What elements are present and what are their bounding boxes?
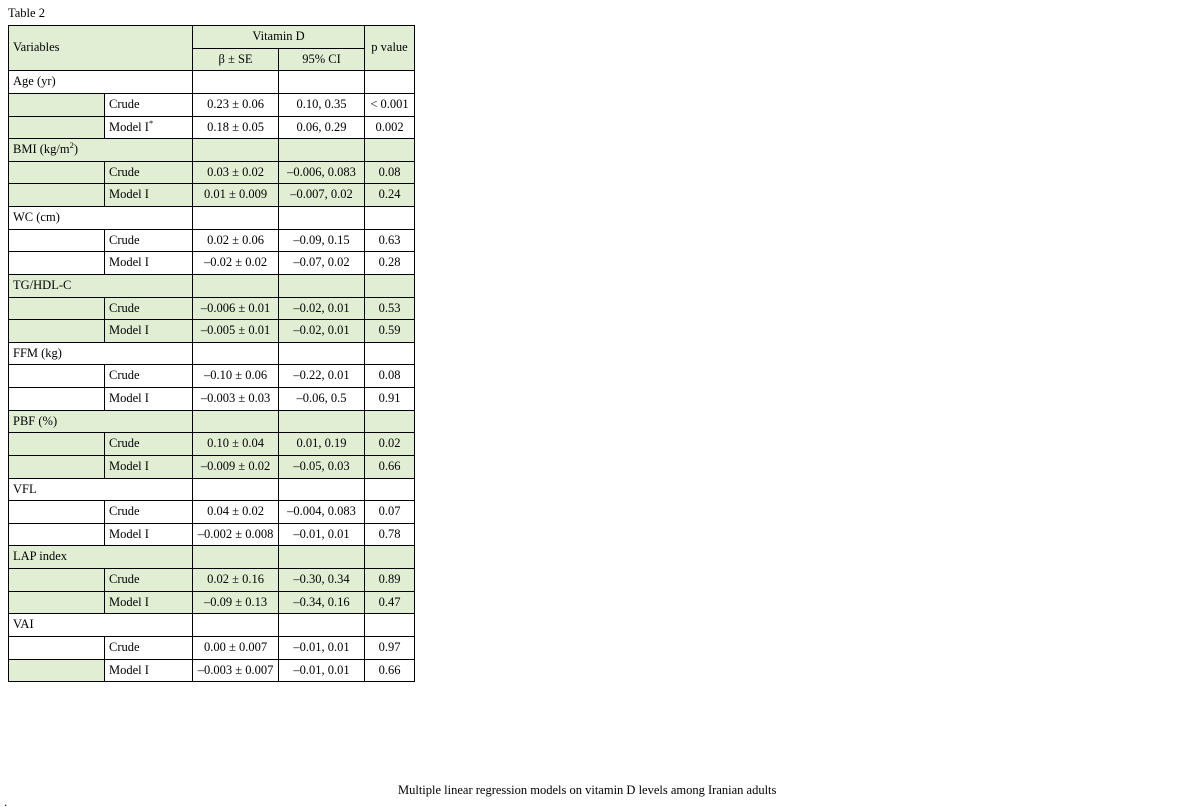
table-row [9,501,415,524]
spacer-cell [9,365,105,388]
empty-cell [193,207,279,230]
empty-cell [193,478,279,501]
model-label: Crude [105,229,193,252]
empty-cell [365,478,415,501]
table-row [9,636,415,659]
table-row [9,297,415,320]
beta-value: –0.10 ± 0.06 [193,365,279,388]
spacer-cell [9,501,105,524]
spacer-cell [9,455,105,478]
p-value: 0.02 [365,433,415,456]
model-label: Crude [105,569,193,592]
p-value: 0.07 [365,501,415,524]
ci-value: –0.01, 0.01 [279,523,365,546]
beta-value: –0.003 ± 0.007 [193,659,279,682]
group-label-age: Age (yr) [9,71,193,94]
group-label-wc: WC (cm) [9,207,193,230]
ci-value: –0.34, 0.16 [279,591,365,614]
spacer-cell [9,388,105,411]
ci-value: –0.006, 0.083 [279,161,365,184]
header-variables: Variables [9,26,193,71]
spacer-cell [9,591,105,614]
empty-cell [279,207,365,230]
model-label: Crude [105,365,193,388]
table-row [9,207,415,230]
table-row [9,184,415,207]
p-value: 0.002 [365,116,415,139]
bmi-superscript: 2 [69,139,74,150]
model-label: Model I [105,523,193,546]
empty-cell [279,71,365,94]
model-label: Model I [105,252,193,275]
group-label-lap: LAP index [9,546,193,569]
model-label: Crude [105,501,193,524]
spacer-cell [9,433,105,456]
p-value: 0.63 [365,229,415,252]
table-row [9,365,415,388]
model-label-text: Model I [109,119,149,134]
model-label: Crude [105,297,193,320]
empty-cell [193,71,279,94]
model-label: Crude [105,93,193,116]
table-body [9,71,415,682]
table-row [9,478,415,501]
model-label: Model I [105,659,193,682]
beta-value: 0.02 ± 0.06 [193,229,279,252]
table-row [9,388,415,411]
spacer-cell [9,569,105,592]
table-row [9,546,415,569]
group-label-ffm: FFM (kg) [9,342,193,365]
model-label [105,116,193,139]
p-value: 0.47 [365,591,415,614]
empty-cell [365,207,415,230]
footer-mark: . [4,795,8,809]
empty-cell [279,139,365,162]
ci-value: –0.05, 0.03 [279,455,365,478]
empty-cell [365,71,415,94]
table-row [9,93,415,116]
table-row [9,591,415,614]
ci-value: –0.02, 0.01 [279,320,365,343]
p-value: 0.24 [365,184,415,207]
table-row [9,433,415,456]
beta-value: 0.23 ± 0.06 [193,93,279,116]
empty-cell [279,478,365,501]
group-label-vai: VAI [9,614,193,637]
model-label: Crude [105,161,193,184]
ci-value: –0.007, 0.02 [279,184,365,207]
empty-cell [193,614,279,637]
table-row [9,523,415,546]
spacer-cell [9,659,105,682]
group-label-tg-hdl: TG/HDL-C [9,274,193,297]
empty-cell [193,139,279,162]
spacer-cell [9,636,105,659]
table-row [9,252,415,275]
empty-cell [193,342,279,365]
ci-value: 0.01, 0.19 [279,433,365,456]
regression-table [8,25,415,682]
group-label-bmi-text: BMI (kg/m [13,142,70,157]
empty-cell [279,546,365,569]
p-value: 0.08 [365,161,415,184]
table-row [9,161,415,184]
spacer-cell [9,320,105,343]
ci-value: 0.10, 0.35 [279,93,365,116]
ci-value: –0.07, 0.02 [279,252,365,275]
empty-cell [193,274,279,297]
spacer-cell [9,161,105,184]
table-row [9,71,415,94]
empty-cell [365,614,415,637]
empty-cell [365,274,415,297]
header-p-value: p value [365,26,415,71]
model-footnote-marker: * [148,117,154,128]
model-label: Crude [105,636,193,659]
empty-cell [365,546,415,569]
model-label: Model I [105,455,193,478]
header-row-1 [9,26,415,49]
spacer-cell [9,184,105,207]
beta-value: –0.009 ± 0.02 [193,455,279,478]
header-beta-se: β ± SE [193,48,279,71]
beta-value: –0.002 ± 0.008 [193,523,279,546]
group-label-vfl: VFL [9,478,193,501]
model-label: Model I [105,320,193,343]
empty-cell [279,274,365,297]
empty-cell [193,410,279,433]
empty-cell [279,342,365,365]
empty-cell [279,410,365,433]
beta-value: –0.003 ± 0.03 [193,388,279,411]
model-label: Crude [105,433,193,456]
spacer-cell [9,93,105,116]
table-row [9,320,415,343]
table-row [9,569,415,592]
table-row [9,274,415,297]
spacer-cell [9,297,105,320]
p-value: 0.08 [365,365,415,388]
p-value: 0.66 [365,659,415,682]
group-label-pbf: PBF (%) [9,410,193,433]
table-row [9,229,415,252]
table-row [9,455,415,478]
p-value: 0.91 [365,388,415,411]
table-row [9,659,415,682]
beta-value: 0.00 ± 0.007 [193,636,279,659]
model-label: Model I [105,184,193,207]
model-label: Model I [105,388,193,411]
beta-value: 0.04 ± 0.02 [193,501,279,524]
spacer-cell [9,523,105,546]
table-row [9,342,415,365]
ci-value: –0.09, 0.15 [279,229,365,252]
model-label: Model I [105,591,193,614]
table-row [9,410,415,433]
header-ci: 95% CI [279,48,365,71]
table-label: Table 2 [8,6,45,20]
beta-value: 0.01 ± 0.009 [193,184,279,207]
empty-cell [365,410,415,433]
p-value: 0.66 [365,455,415,478]
ci-value: –0.22, 0.01 [279,365,365,388]
p-value: 0.28 [365,252,415,275]
ci-value: –0.06, 0.5 [279,388,365,411]
beta-value: –0.005 ± 0.01 [193,320,279,343]
empty-cell [193,546,279,569]
p-value: 0.97 [365,636,415,659]
p-value: 0.53 [365,297,415,320]
spacer-cell [9,229,105,252]
ci-value: –0.004, 0.083 [279,501,365,524]
ci-value: –0.01, 0.01 [279,636,365,659]
beta-value: 0.02 ± 0.16 [193,569,279,592]
p-value: 0.59 [365,320,415,343]
table-caption: Multiple linear regression models on vitamin D levels among Iranian adults [398,783,777,797]
spacer-cell [9,252,105,275]
table-header [9,26,415,71]
ci-value: –0.02, 0.01 [279,297,365,320]
beta-value: 0.03 ± 0.02 [193,161,279,184]
beta-value: –0.006 ± 0.01 [193,297,279,320]
beta-value: –0.02 ± 0.02 [193,252,279,275]
table-row [9,116,415,139]
ci-value: –0.01, 0.01 [279,659,365,682]
p-value: < 0.001 [365,93,415,116]
header-vitamin-d: Vitamin D [193,26,365,49]
beta-value: 0.10 ± 0.04 [193,433,279,456]
group-label-bmi [9,139,193,162]
empty-cell [365,139,415,162]
bmi-tail: ) [73,142,79,157]
p-value: 0.89 [365,569,415,592]
table-row [9,139,415,162]
beta-value: –0.09 ± 0.13 [193,591,279,614]
ci-value: –0.30, 0.34 [279,569,365,592]
empty-cell [279,614,365,637]
p-value: 0.78 [365,523,415,546]
empty-cell [365,342,415,365]
ci-value: 0.06, 0.29 [279,116,365,139]
table-row [9,614,415,637]
beta-value: 0.18 ± 0.05 [193,116,279,139]
spacer-cell [9,116,105,139]
